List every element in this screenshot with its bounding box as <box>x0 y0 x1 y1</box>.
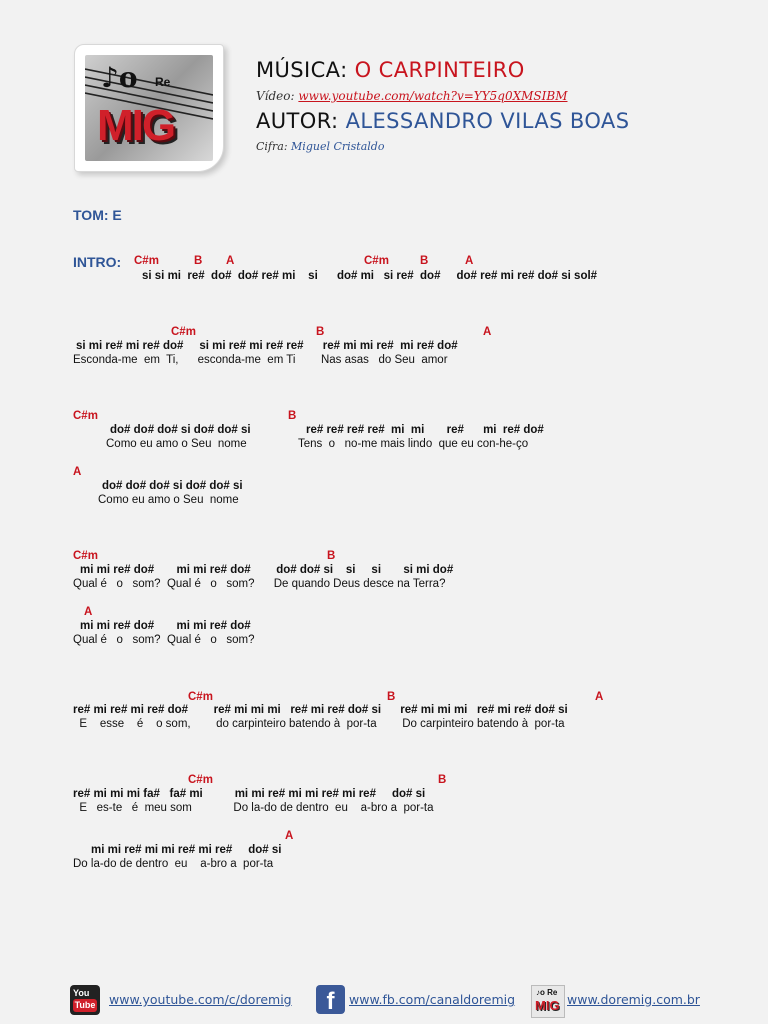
note-line: re# mi re# mi re# do# re# mi mi mi re# mi re# do# si re# mi mi mi re# mi re# do# si <box>73 704 568 716</box>
note-line: si mi re# mi re# do# si mi re# mi re# re# re# mi mi re# mi re# do# <box>76 340 458 352</box>
chord: B <box>438 774 447 786</box>
chord: C#m <box>73 550 98 562</box>
website-link[interactable]: www.doremig.com.br <box>567 992 700 1007</box>
site-icon-notes: ♪o Re <box>536 988 558 997</box>
chord: A <box>73 466 82 478</box>
note-line: si si mi re# do# do# re# mi si do# mi si re# do# do# re# mi re# do# si sol# <box>142 270 598 282</box>
doremig-site-icon[interactable] <box>531 985 565 1018</box>
youtube-icon-text-top: You <box>73 988 90 998</box>
chord: B <box>420 255 429 267</box>
youtube-link[interactable]: www.youtube.com/c/doremig <box>109 992 292 1007</box>
note-line: re# mi mi mi fa# fa# mi mi mi re# mi mi re# mi re# do# si <box>73 788 426 800</box>
chord: A <box>226 255 235 267</box>
chord: C#m <box>188 691 213 703</box>
lyric-line: Esconda-me em Ti, esconda-me em Ti Nas asas do Seu amor <box>73 354 448 366</box>
logo-note-do: ♪o <box>101 61 138 94</box>
chord: B <box>288 410 297 422</box>
chord: A <box>595 691 604 703</box>
autor-label: AUTOR: <box>256 109 339 133</box>
chord: C#m <box>171 326 196 338</box>
chord: B <box>387 691 396 703</box>
chord: A <box>465 255 474 267</box>
chord: A <box>84 606 93 618</box>
youtube-icon-text-bottom: Tube <box>74 1000 96 1010</box>
lyric-line: Qual é o som? Qual é o som? <box>73 634 255 646</box>
author-name: ALESSANDRO VILAS BOAS <box>345 109 630 133</box>
video-line <box>256 89 568 103</box>
facebook-link[interactable]: www.fb.com/canaldoremig <box>349 992 516 1007</box>
lyric-line: E esse é o som, do carpinteiro batendo à por-ta Do carpinteiro batendo à por-ta <box>73 718 565 730</box>
chord: B <box>327 550 336 562</box>
logo-note-re: Re <box>155 75 171 89</box>
author-line <box>256 109 629 133</box>
chord: B <box>316 326 325 338</box>
chord: C#m <box>73 410 98 422</box>
note-line: re# re# re# re# mi mi re# mi re# do# <box>306 424 544 436</box>
note-line: mi mi re# do# mi mi re# do# do# do# si si si si mi do# <box>80 564 454 576</box>
chord: C#m <box>364 255 389 267</box>
chord: C#m <box>188 774 213 786</box>
lyric-line: Tens o no-me mais lindo que eu con-he-ço <box>298 438 529 450</box>
logo-artwork <box>85 55 213 161</box>
lyric-line: Como eu amo o Seu nome <box>98 494 239 506</box>
cifra-author: Miguel Cristaldo <box>291 140 385 153</box>
cifra-label: Cifra: <box>256 140 288 153</box>
video-link[interactable]: www.youtube.com/watch?v=YY5q0XMSIBM <box>298 89 568 103</box>
note-line: mi mi re# do# mi mi re# do# <box>80 620 251 632</box>
video-label: Vídeo: <box>256 89 295 103</box>
lyric-line: Qual é o som? Qual é o som? De quando Deus desce na Terra? <box>73 578 446 590</box>
song-title-line <box>256 58 525 82</box>
note-line: do# do# do# si do# do# si <box>102 480 243 492</box>
lyric-line: Do la-do de dentro eu a-bro a por-ta <box>73 858 274 870</box>
logo-mig-text: MIG <box>97 101 175 150</box>
chord: C#m <box>134 255 159 267</box>
song-key: TOM: E <box>73 207 122 223</box>
lyric-line: E es-te é meu som Do la-do de dentro eu a-bro a por-ta <box>73 802 434 814</box>
lyric-line: Como eu amo o Seu nome <box>106 438 247 450</box>
musica-label: MÚSICA: <box>256 58 348 82</box>
chord: A <box>285 830 294 842</box>
intro-label: INTRO: <box>73 254 122 270</box>
cifra-line <box>256 140 384 153</box>
site-icon-mig: MIG <box>535 998 560 1013</box>
facebook-icon[interactable]: f <box>316 985 345 1014</box>
note-line: do# do# do# si do# do# si <box>110 424 251 436</box>
doremig-logo <box>74 44 224 172</box>
youtube-icon[interactable] <box>70 985 100 1015</box>
chord: B <box>194 255 203 267</box>
chord: A <box>483 326 492 338</box>
song-title: O CARPINTEIRO <box>354 58 525 82</box>
note-line: mi mi re# mi mi re# mi re# do# si <box>91 844 282 856</box>
